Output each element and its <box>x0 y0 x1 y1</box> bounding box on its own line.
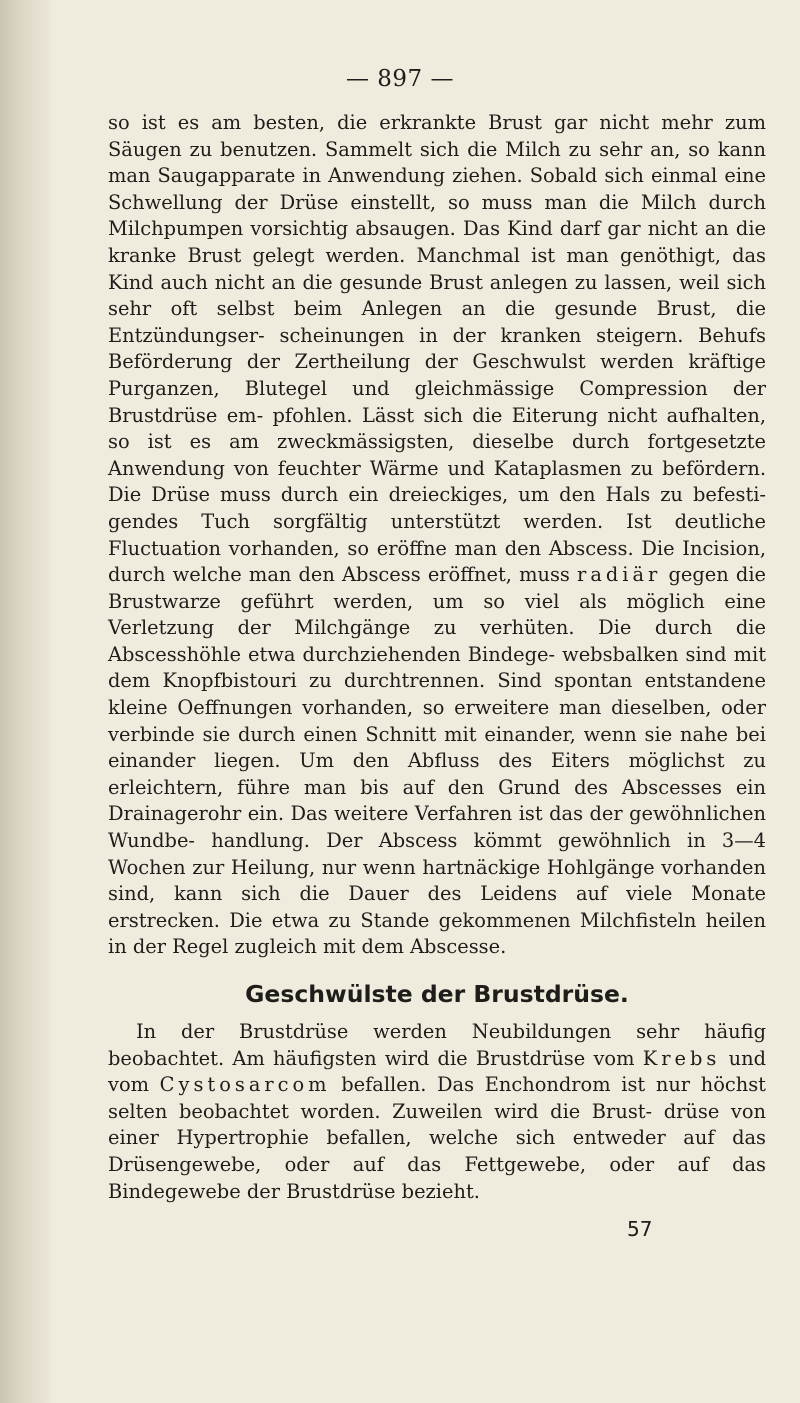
body-text <box>108 110 766 1205</box>
text-line: Sind spontan entstandene kleine Oeffnungen vorhanden, so <box>108 669 767 720</box>
text-line: man bis auf den Grund des Abscesses ein Drainagerohr ein. <box>108 775 766 826</box>
text-line: sich einmal eine Schwellung der Drüse einstellt, so muss <box>108 164 766 214</box>
text-line: befallen. Das Enchondrom ist nur <box>330 1073 691 1097</box>
text-line: Blutegel und gleichmässige Compression der Brustdrüse em- <box>108 376 766 427</box>
text-line: beobachtet. Am häufigsten wird die Brustdrüse vom <box>108 1046 643 1070</box>
text-line: sind, kann sich die Dauer des Leidens auf viele Monate <box>108 882 766 906</box>
text-line: erstrecken. Die etwa zu Stande gekommenen Milchfisteln <box>108 908 697 932</box>
text-line: auf das Drüsengewebe, oder auf das Fettgewebe, oder auf <box>108 1126 766 1176</box>
text-line: Incision, durch welche man den Abscess eröffnet, muss <box>108 536 766 587</box>
text-line: am zweckmässigsten, dieselbe durch fortgesetzte Anwendung <box>108 430 766 480</box>
term-radiaer: radiär <box>577 563 662 587</box>
paragraph-treatment <box>108 110 766 961</box>
text-line: gendes Tuch sorgfältig unterstützt werden. Ist deutliche <box>108 509 766 533</box>
text-line: Die durch die Abscesshöhle etwa durchziehenden Bindege- <box>108 616 766 666</box>
text-line: erweitere man dieselben, oder verbinde sie durch einen <box>108 696 766 746</box>
text-line: von feuchter Wärme und Kataplasmen zu befördern. Die <box>108 456 766 507</box>
section-heading: Geschwülste der Brustdrüse. <box>245 980 629 1008</box>
text-line: In der Brustdrüse werden Neubildungen sehr häufig <box>136 1020 766 1043</box>
text-line: das Bindegewebe der Brustdrüse bezieht. <box>108 1152 767 1203</box>
text-line: Das weitere Verfahren ist das der gewöhnlichen Wundbe- <box>108 802 766 853</box>
text-line: Säugen zu benutzen. Sammelt sich die Milch zu sehr an, <box>108 137 681 161</box>
text-line: scheinungen in der kranken steigern. Behufs Beförderung <box>108 323 767 374</box>
text-line: Schnitt mit einander, wenn sie nahe bei einander liegen. <box>108 722 766 773</box>
text-line: gesunde Brust anlegen zu lassen, weil sich sehr oft selbst <box>108 270 766 321</box>
text-line: drüse von einer Hypertrophie befallen, welche sich entweder <box>108 1099 766 1150</box>
paragraph-tumors <box>108 1019 766 1205</box>
text-line: gegen die Brustwarze geführt werden, um so viel <box>108 563 766 613</box>
text-line: höchst selten beobachtet worden. Zuweilen wird die Brust- <box>108 1073 766 1123</box>
text-line: Fluctuation vorhanden, so eröffne man den Abscess. Die <box>108 536 675 560</box>
text-line: so ist es am besten, die erkrankte Brust gar nicht mehr zum <box>108 111 766 134</box>
text-line: Kind darf gar nicht an die kranke Brust gelegt werden. <box>108 217 766 267</box>
text-line: websbalken sind mit dem Knopfbistouri zu durchtrennen. <box>108 642 766 693</box>
text-line: und vom <box>108 1046 766 1097</box>
text-line: Manchmal ist man genöthigt, das Kind auch nicht an die <box>108 243 766 294</box>
text-line: Um den Abfluss des Eiters möglichst zu erleichtern, führe <box>108 749 766 799</box>
term-cystosarcom: Cystosarcom <box>159 1073 331 1097</box>
text-line: man die Milch durch Milchpumpen vorsichtig absaugen. Das <box>108 190 766 241</box>
text-line: zur Heilung, nur wenn hartnäckige Hohlgänge vorhanden <box>192 855 766 879</box>
text-line: so kann man Saugapparate in Anwendung ziehen. Sobald <box>108 137 766 188</box>
term-krebs: Krebs <box>642 1046 721 1070</box>
text-line: pfohlen. Lässt sich die Eiterung nicht aufhalten, so ist es <box>108 403 766 454</box>
text-line: Drüse muss durch ein dreieckiges, um den Hals zu befesti- <box>151 483 766 507</box>
text-line: handlung. Der Abscess kömmt gewöhnlich in 3—4 Wochen <box>108 829 767 879</box>
page-number: — 897 — <box>345 66 455 92</box>
signature-mark: 57 <box>627 1217 653 1241</box>
text-line: als möglich eine Verletzung der Milchgänge zu verhüten. <box>108 589 766 640</box>
text-line: beim Anlegen an die gesunde Brust, die Entzündungser- <box>108 297 766 347</box>
text-line: heilen in der Regel zugleich mit dem Abscesse. <box>108 908 766 959</box>
text-line: der Zertheilung der Geschwulst werden kräftige Purganzen, <box>108 350 766 400</box>
